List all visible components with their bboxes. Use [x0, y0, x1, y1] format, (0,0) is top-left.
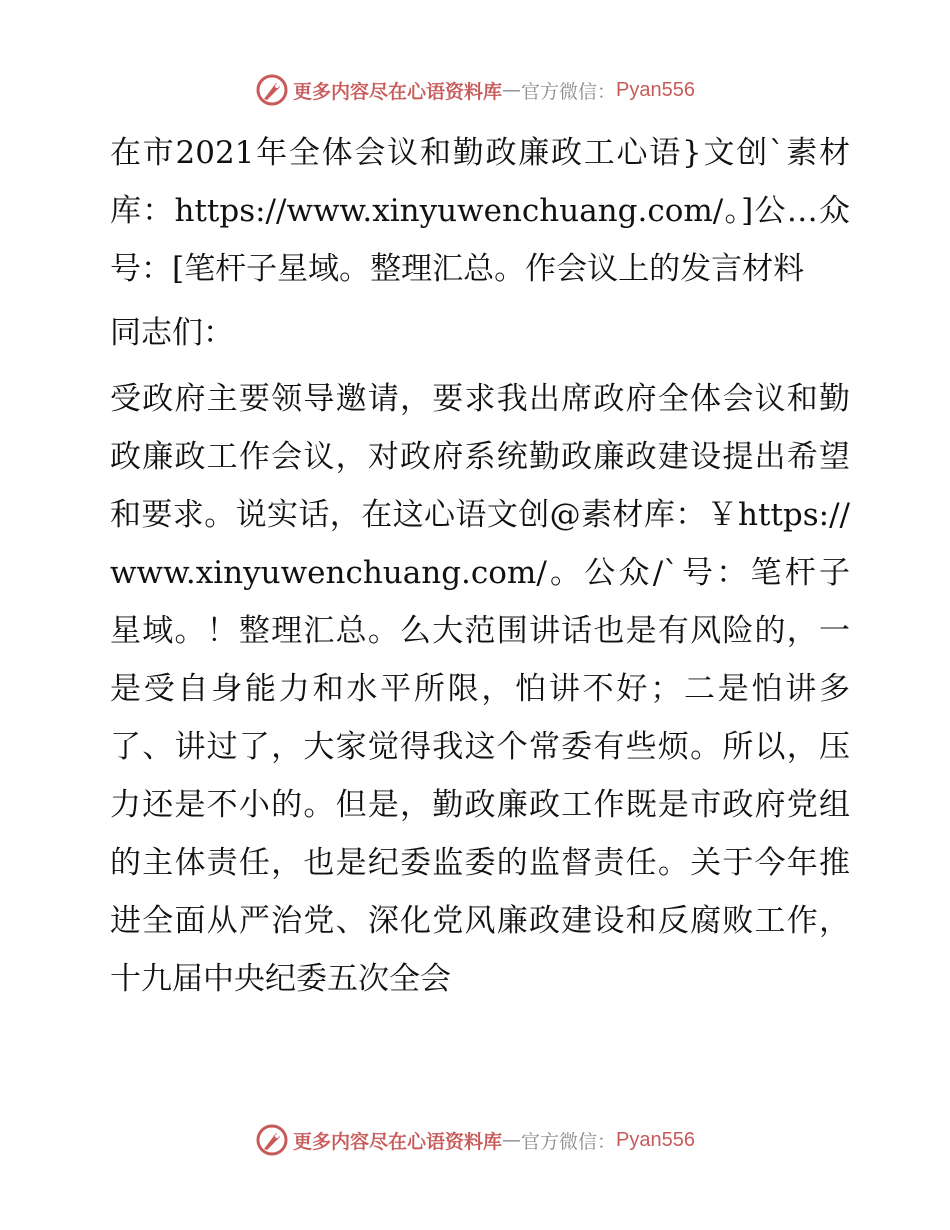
document-body: [98, 124, 850, 1008]
body-paragraph: 受政府主要领导邀请，要求我出席政府全体会议和勤政廉政工作会议，对政府系统勤政廉政建设提出希望和要求。说实话，在这心语文创@素材库：￥https://www.xinyuwenchuang.com/。公众/`号：笔杆子星域。！整理汇总。么大范围讲话也是有风险的，一是受自身能力和水平所限，怕讲不好；二是怕讲多了、讲过了，大家觉得我这个常委有些烦。所以，压力还是不小的。但是，勤政廉政工作既是市政府党组的主体责任，也是纪委监委的监督责任。关于今年推进全面从严治党、深化党风廉政建设和反腐败工作，十九届中央纪委五次全会: [110, 381, 850, 997]
banner-brand-text: 更多内容尽在心语资料库: [293, 1130, 503, 1153]
banner-brand-text: 更多内容尽在心语资料库: [293, 80, 503, 103]
banner-official-label: 官方微信：: [521, 1130, 617, 1153]
pen-nib-logo-icon: [255, 73, 289, 107]
banner-wechat-id: Pyan556: [616, 78, 695, 101]
header-banner: [0, 70, 950, 110]
pen-nib-logo-icon: [255, 1123, 289, 1157]
document-title: 在市2021年全体会议和勤政廉政工心语}文创`素材库：https://www.xinyuwenchuang.com/。]公…众号：[笔杆子星域。整理汇总。作会议上的发言材料: [110, 135, 850, 287]
footer-banner: [0, 1120, 950, 1160]
banner-wechat-id: Pyan556: [616, 1128, 695, 1151]
banner-official-label: 官方微信：: [521, 80, 617, 103]
greeting: 同志们：: [110, 315, 234, 351]
banner-dash: —: [502, 1129, 522, 1151]
banner-dash: —: [502, 79, 522, 101]
